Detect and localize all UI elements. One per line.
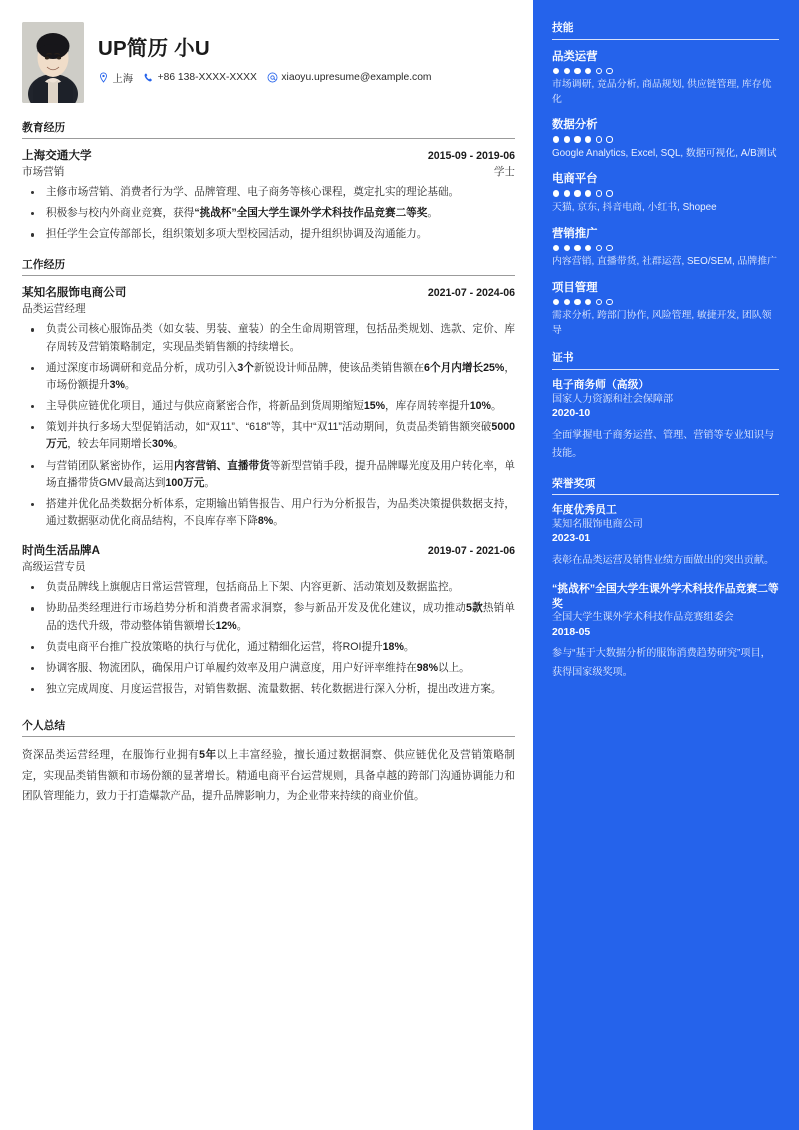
contact-email-value: xiaoyu.upresume@example.com [281,71,432,83]
skill-level-dot [553,68,559,74]
work-date: 2019-07 - 2021-06 [427,545,515,558]
skill-level-dot [564,190,570,196]
skill-level-dot [596,299,602,305]
skill-item [552,48,779,108]
skill-level-dot [574,299,580,305]
skill-name: 项目管理 [552,281,598,294]
skill-level-dot [553,136,559,142]
education-entries [22,147,515,243]
skill-level-dot [606,68,612,74]
section-title-certificates: 证书 [552,350,779,370]
section-work [22,257,515,698]
skill-description: Google Analytics, Excel, SQL, 数据可视化, A/B测试 [552,147,777,159]
honor-entry [552,503,779,570]
skill-item [552,225,779,270]
bullet-item: 担任学生会宣传部部长，组织策划多项大型校园活动，提升组织协调及沟通能力。 [22,226,515,243]
contact-location [98,70,133,85]
certificate-date: 2020-10 [552,407,591,419]
certificate-name: 电子商务师（高级） [552,378,650,391]
contact-location-value: 上海 [112,73,134,85]
education-school: 上海交通大学 [22,149,92,162]
skill-level-dot [564,299,570,305]
honor-date: 2023-01 [552,533,591,545]
skill-level-dots [553,245,779,251]
portrait-photo-icon [22,22,84,103]
summary-text: 资深品类运营经理，在服饰行业拥有5年以上丰富经验，擅长通过数据洞察、供应链优化及营销策略制定，实现品类销售额和市场份额的显著增长。精通电商平台运营规则，具备卓越的跨部门沟通协调能力和团队管理能力，致力于打造爆款产品，提升品牌影响力，为企业带来持续的商业价值。 [22,749,515,803]
honor-name: 年度优秀员工 [552,504,617,517]
section-education [22,120,515,243]
work-role: 品类运营经理 [22,303,86,316]
skill-item [552,116,779,161]
work-date: 2021-07 - 2024-06 [427,287,515,300]
skill-description: 市场调研, 竞品分析, 商品规划, 供应链管理, 库存优化 [552,78,772,105]
page-title: UP简历 小U [98,37,210,60]
section-summary [22,718,515,807]
honor-issuer: 某知名服饰电商公司 [552,519,643,531]
honor-list [552,503,779,682]
bullet-item: 搭建并优化品类数据分析体系，定期输出销售报告、用户行为分析报告，为品类决策提供数据支持，通过数据驱动优化商品结构，不良库存率下降8%。 [22,496,515,530]
bullet-item: 策划并执行多场大型促销活动，如“双11”、“618”等，其中“双11”活动期间，负责品类销售额突破5000万元，较去年同期增长30%。 [22,419,515,453]
skill-name: 电商平台 [552,173,598,186]
bullet-item: 负责品牌线上旗舰店日常运营管理，包括商品上下架、内容更新、活动策划及数据监控。 [22,579,515,596]
honor-name: “挑战杯”全国大学生课外学术科技作品竞赛二等奖 [552,582,779,610]
location-pin-icon [98,72,109,83]
skill-description: 内容营销, 直播带货, 社群运营, SEO/SEM, 品牌推广 [552,255,777,267]
work-company: 时尚生活品牌A [22,544,100,558]
skill-level-dot [574,245,580,251]
contact-phone [143,72,257,83]
education-entry [22,147,515,243]
section-title-education: 教育经历 [22,120,515,139]
bullet-item: 积极参与校内外商业竞赛，获得“挑战杯”全国大学生课外学术科技作品竞赛二等奖。 [22,205,515,222]
email-at-icon [267,72,278,83]
skill-name: 数据分析 [552,119,598,132]
skill-level-dot [585,190,591,196]
honor-date: 2018-05 [552,626,591,638]
profile-headtext [98,22,436,85]
bullet-item: 通过深度市场调研和竞品分析，成功引入3个新锐设计师品牌，使该品类销售额在6个月内增长25%，市场份额提升3%。 [22,360,515,394]
skill-level-dots [553,190,779,196]
bullet-list [22,579,515,698]
skill-item [552,279,779,339]
contact-list [98,70,436,85]
honor-description: 参与“基于大数据分析的服饰消费趋势研究”项目，获得国家级奖项。 [552,648,771,678]
skill-level-dot [553,245,559,251]
bullet-list [22,184,515,243]
skill-description: 需求分析, 跨部门协作, 风险管理, 敏捷开发, 团队领导 [552,309,772,336]
skill-level-dot [564,136,570,142]
contact-phone-value: +86 138-XXXX-XXXX [157,71,257,83]
skill-description: 天猫, 京东, 抖音电商, 小红书, Shopee [552,201,717,213]
skill-level-dot [574,136,580,142]
skill-level-dot [585,136,591,142]
skill-name: 营销推广 [552,227,598,240]
section-certificates [552,350,779,463]
skill-name: 品类运营 [552,50,598,63]
skill-level-dot [606,245,612,251]
skill-level-dot [606,299,612,305]
section-title-work: 工作经历 [22,257,515,276]
skill-level-dot [596,68,602,74]
skill-level-dots [553,136,779,142]
section-title-skills: 技能 [552,20,779,40]
section-title-honors: 荣誉奖项 [552,476,779,496]
honor-entry [552,582,779,683]
skill-level-dot [606,190,612,196]
contact-email [267,72,432,83]
honor-description: 表彰在品类运营及销售业绩方面做出的突出贡献。 [552,554,775,566]
section-skills [552,20,779,338]
skill-level-dot [574,190,580,196]
skill-list [552,48,779,339]
work-role: 高级运营专员 [22,561,86,574]
skill-level-dot [564,245,570,251]
section-honors [552,476,779,683]
section-title-summary: 个人总结 [22,718,515,737]
skill-level-dot [564,68,570,74]
certificate-description: 全面掌握电子商务运营、管理、营销等专业知识与技能。 [552,429,775,460]
skill-level-dot [596,190,602,196]
skill-level-dot [596,245,602,251]
bullet-item: 负责公司核心服饰品类（如女装、男装、童装）的全生命周期管理，包括品类规划、选款、定价、库存周转及营销策略制定，实现品类销售额的持续增长。 [22,321,515,355]
skill-level-dots [553,299,779,305]
profile-header [22,22,515,103]
bullet-item: 协调客服、物流团队，确保用户订单履约效率及用户满意度，用户好评率维持在98%以上。 [22,660,515,677]
skill-level-dot [606,136,612,142]
bullet-item: 与营销团队紧密协作，运用内容营销、直播带货等新型营销手段，提升品牌曝光度及用户转化率，单场直播带货GMV最高达到100万元。 [22,458,515,492]
work-entry [22,284,515,530]
certificate-issuer: 国家人力资源和社会保障部 [552,393,674,405]
work-entries [22,284,515,698]
certificate-entry [552,378,779,464]
bullet-item: 独立完成周度、月度运营报告，对销售数据、流量数据、转化数据进行深入分析，提出改进方案。 [22,681,515,698]
education-degree: 学士 [493,166,515,178]
bullet-item: 协助品类经理进行市场趋势分析和消费者需求洞察，参与新品开发及优化建议，成功推动5款热销单品的迭代升级，带动整体销售额增长12%。 [22,600,515,634]
resume-sidebar [533,0,799,1130]
skill-level-dot [553,190,559,196]
bullet-item: 主修市场营销、消费者行为学、品牌管理、电子商务等核心课程，奠定扎实的理论基础。 [22,184,515,201]
skill-level-dot [585,299,591,305]
education-major: 市场营销 [22,166,65,178]
work-entry [22,542,515,698]
skill-level-dot [553,299,559,305]
skill-level-dots [553,68,779,74]
skill-level-dot [585,68,591,74]
skill-level-dot [596,136,602,142]
portrait-photo [22,22,84,103]
bullet-list [22,321,515,530]
skill-level-dot [574,68,580,74]
work-company: 某知名服饰电商公司 [22,286,127,300]
bullet-item: 负责电商平台推广投放策略的执行与优化，通过精细化运营，将ROI提升18%。 [22,639,515,656]
bullet-item: 主导供应链优化项目，通过与供应商紧密合作，将新品到货周期缩短15%，库存周转率提升10%。 [22,398,515,415]
certificate-list [552,378,779,464]
phone-icon [143,72,154,83]
skill-item [552,170,779,215]
honor-issuer: 全国大学生课外学术科技作品竞赛组委会 [552,612,734,624]
skill-level-dot [585,245,591,251]
education-date: 2015-09 - 2019-06 [427,150,515,162]
